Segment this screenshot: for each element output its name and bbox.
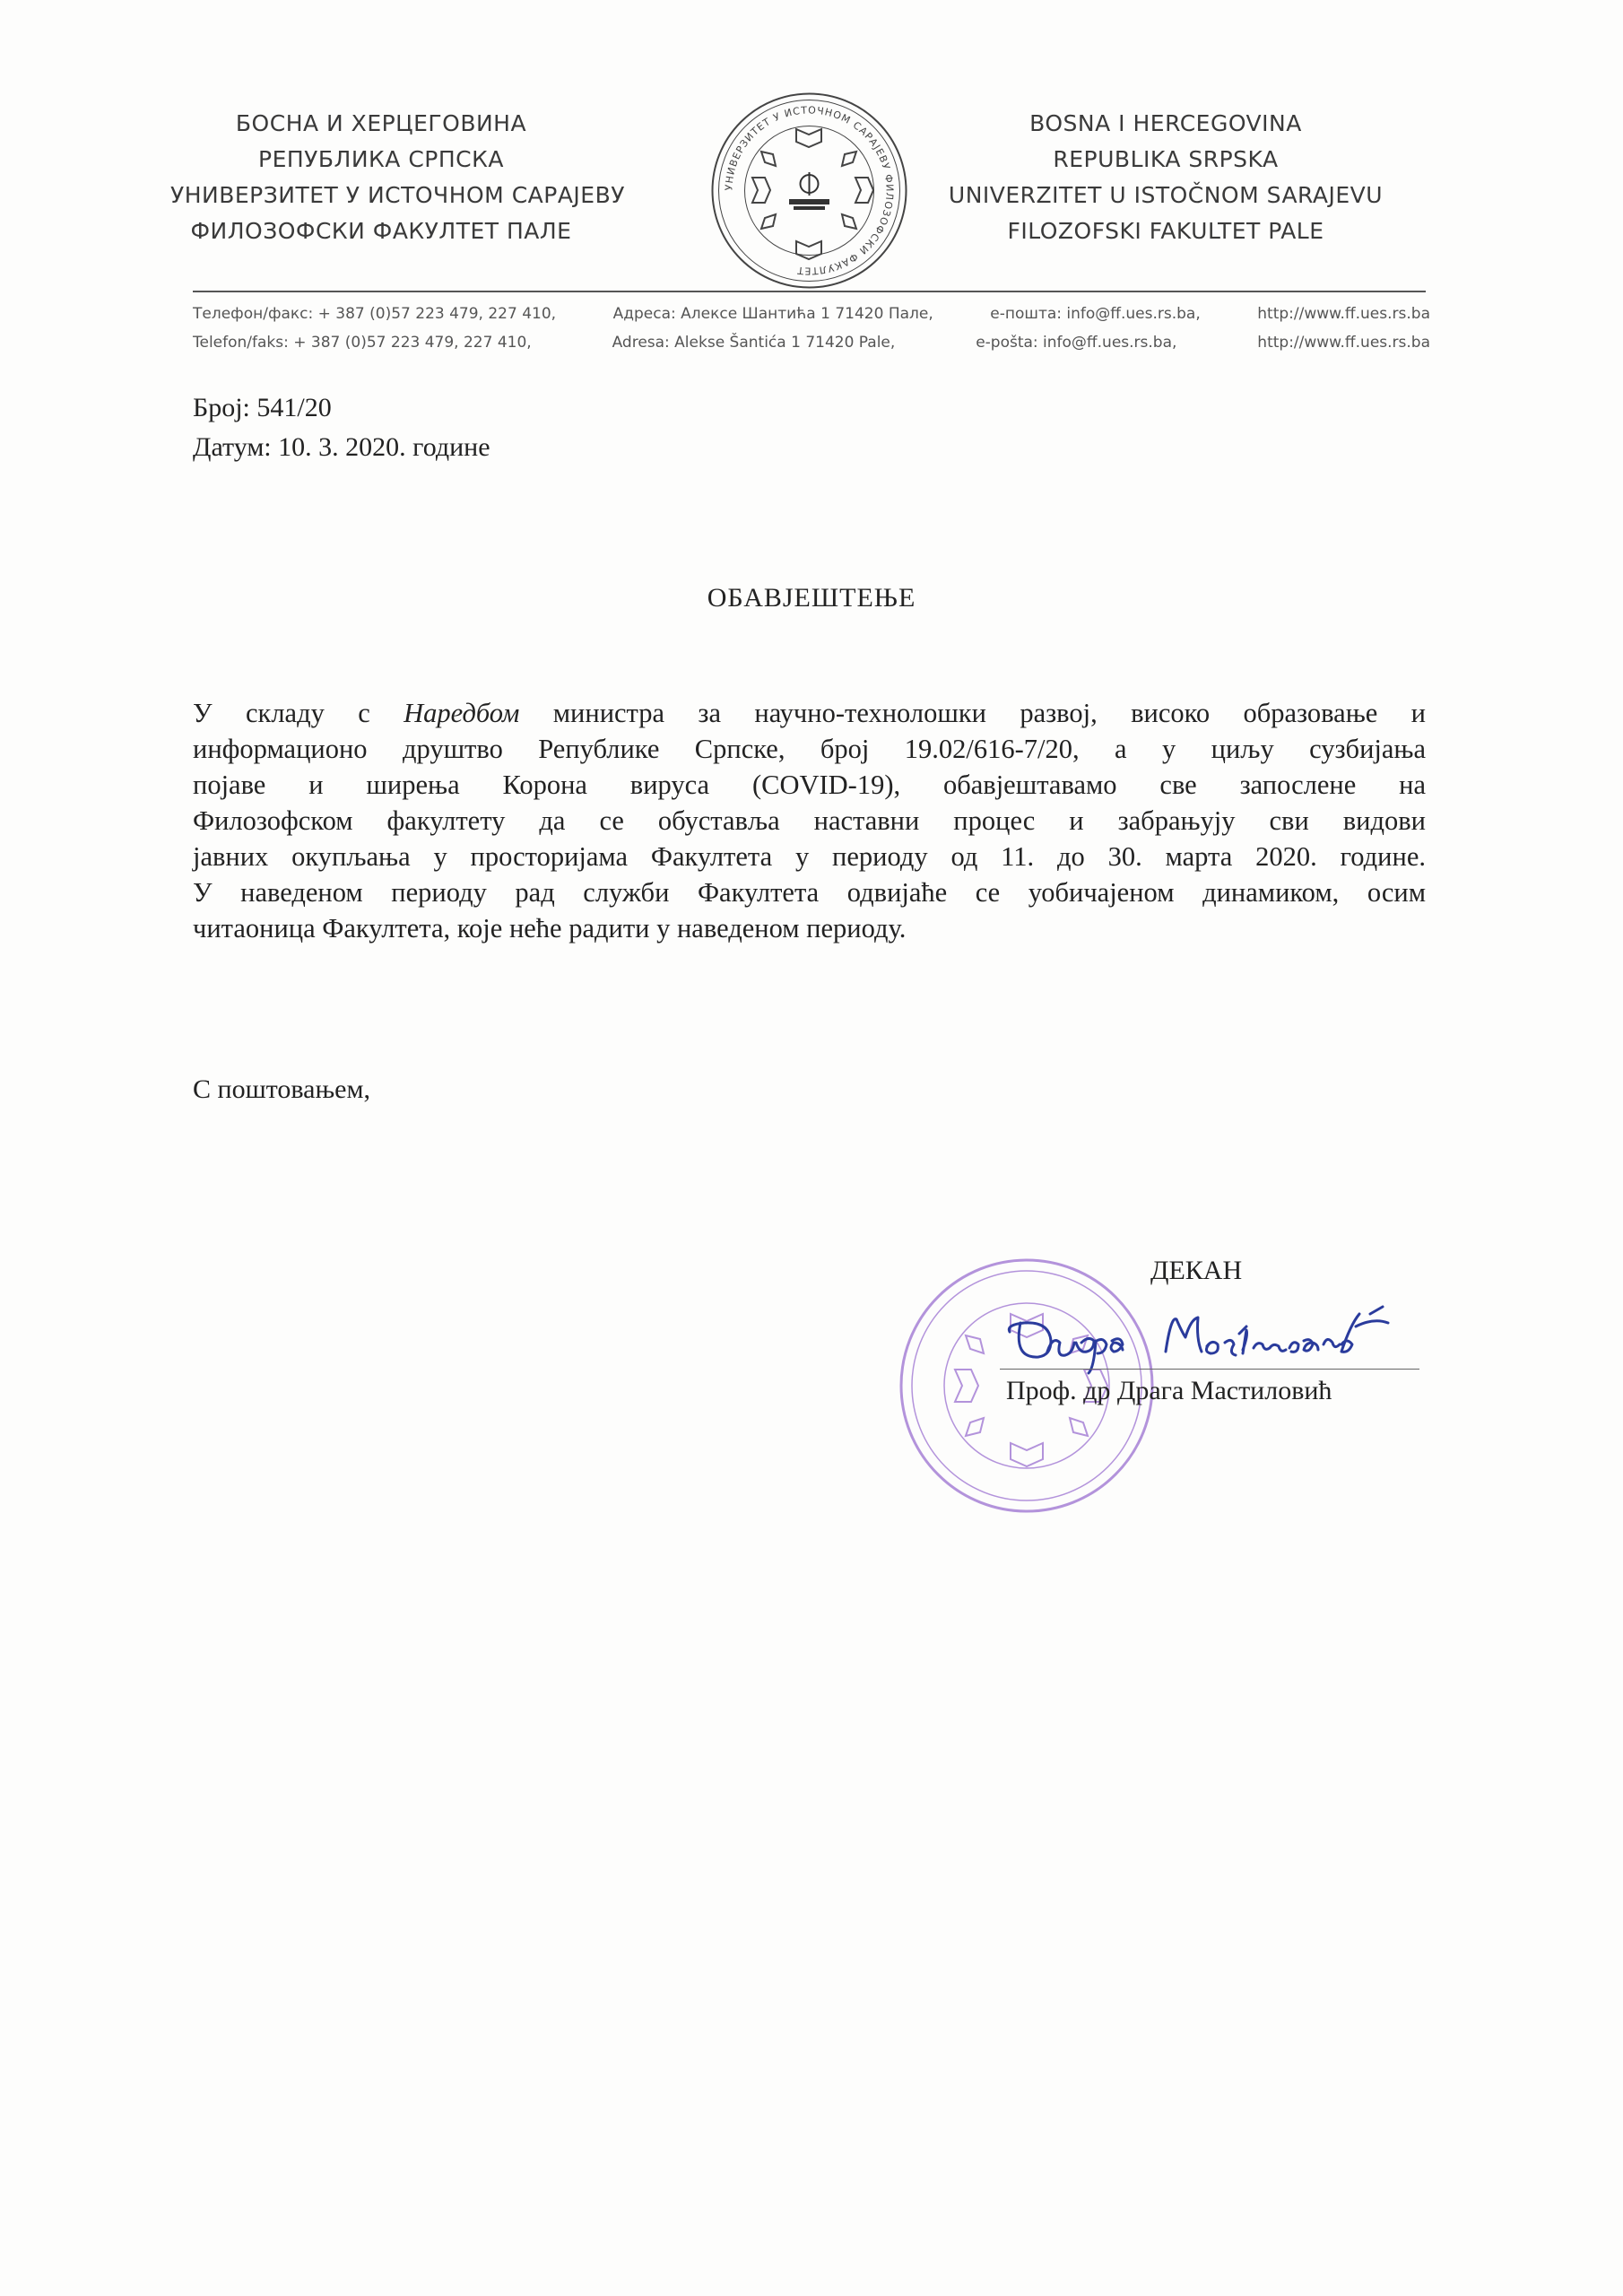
contact-cyrillic (193, 305, 1430, 323)
contact-website-cyr[interactable]: http://www.ff.ues.rs.ba (1257, 305, 1430, 323)
document-number: Број: 541/20 (193, 393, 332, 422)
signature-line (1000, 1369, 1419, 1370)
header-left-line-2: РЕПУБЛИКА СРПСКА (258, 146, 504, 172)
body-line-1 (193, 695, 1426, 731)
contact-address-cyr: Адреса: Алексе Шантића 1 71420 Пале, (612, 305, 933, 323)
contact-phone-lat: Telefon/faks: + 387 (0)57 223 479, 227 410, (193, 334, 532, 352)
body-line-1-italic: Наредбом (404, 698, 520, 728)
body-line-3: појаве и ширења Корона вируса (COVID-19), обавјештавамо све запослене на (193, 770, 1426, 800)
closing-salutation: С поштовањем, (193, 1074, 370, 1104)
contact-email-lat[interactable]: e-pošta: info@ff.ues.rs.ba, (976, 334, 1177, 352)
document-date: Датум: 10. 3. 2020. године (193, 432, 490, 462)
header-right-line-2: REPUBLIKA SRPSKA (1053, 146, 1279, 172)
body-line-1-end: министра за научно-технолошки развој, високо образовање и (519, 698, 1427, 728)
header-right (942, 106, 1390, 249)
header-left (170, 106, 625, 249)
dean-title: ДЕКАН (1150, 1256, 1243, 1285)
header-left-line-4: ФИЛОЗОФСКИ ФАКУЛТЕТ ПАЛЕ (190, 218, 572, 244)
contact-latin (193, 334, 1430, 352)
contact-email-cyr[interactable]: е-пошта: info@ff.ues.rs.ba, (990, 305, 1201, 323)
document-title: ОБАВЈЕШТЕЊЕ (707, 583, 916, 613)
header-right-line-3: UNIVERZITET U ISTOČNOM SARAJEVU (948, 182, 1384, 208)
faculty-seal-logo (708, 90, 910, 291)
contact-phone-cyr: Телефон/факс: + 387 (0)57 223 479, 227 410, (193, 305, 557, 323)
header-right-line-1: BOSNA I HERCEGOVINA (1029, 110, 1302, 136)
header-left-line-1: БОСНА И ХЕРЦЕГОВИНА (235, 110, 527, 136)
body-line-5: јавних окупљања у просторијама Факултета у периоду од 11. до 30. марта 2020. године. (193, 841, 1426, 872)
header-right-line-4: FILOZOFSKI FAKULTET PALE (1007, 218, 1324, 244)
body-line-2: информационо друштво Републике Српске, број 19.02/616-7/20, а у циљу сузбијања (193, 734, 1426, 764)
body-line-4: Филозофском факултету да се обуставља наставни процес и забрањују сви видови (193, 805, 1426, 836)
header-divider (193, 291, 1426, 292)
seal-text: УНИВЕРЗИТЕТ У ИСТОЧНОМ САРАЈЕВУ ФИЛОЗОФСКИ ФАКУЛТЕТ (723, 104, 896, 277)
body-line-6: У наведеном периоду рад служби Факултета одвијаће се уобичајеном динамиком, осим (193, 877, 1426, 908)
contact-website-lat[interactable]: http://www.ff.ues.rs.ba (1257, 334, 1430, 352)
handwritten-signature (1004, 1296, 1426, 1377)
dean-name: Проф. др Драга Мастиловић (1006, 1376, 1332, 1405)
body-line-7: читаоница Факултета, које неће радити у наведеном периоду. (193, 913, 907, 944)
header-left-line-3: УНИВЕРЗИТЕТ У ИСТОЧНОМ САРАЈЕВУ (170, 182, 625, 208)
body-paragraph (193, 695, 1426, 946)
body-line-1-start: У складу с (193, 698, 404, 728)
contact-address-lat: Adresa: Alekse Šantića 1 71420 Pale, (612, 334, 896, 352)
